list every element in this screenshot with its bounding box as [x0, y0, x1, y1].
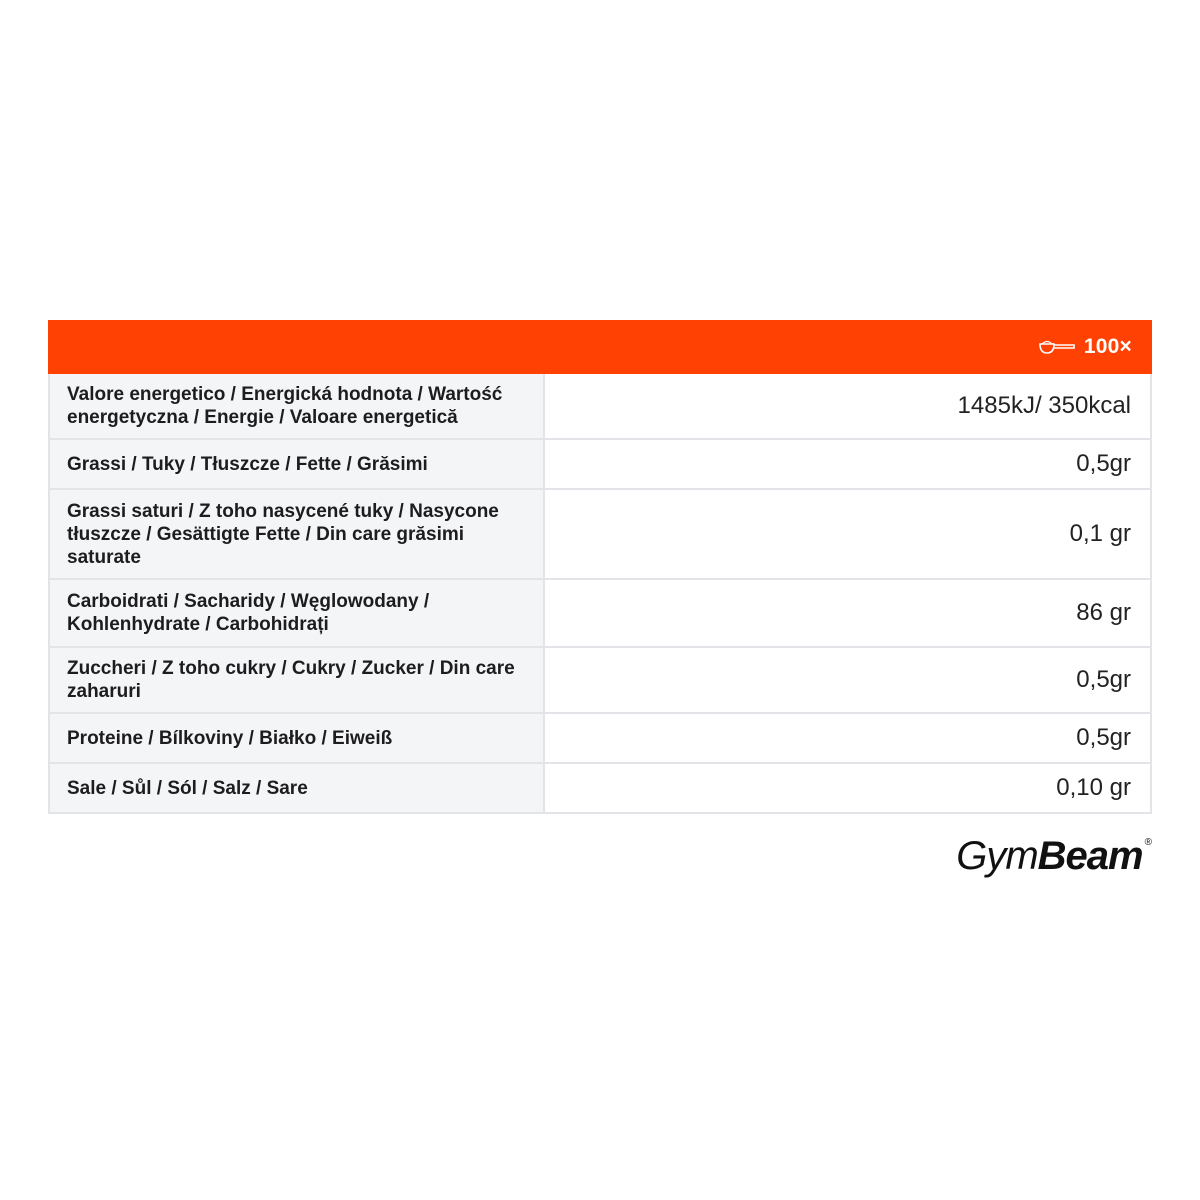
nutrient-value: 0,10 gr [544, 763, 1151, 813]
nutrient-value: 86 gr [544, 579, 1151, 647]
logo-text-gym: Gym [956, 834, 1038, 878]
table-row [49, 489, 1151, 579]
registered-mark: ® [1144, 837, 1152, 848]
table-row [49, 647, 1151, 713]
nutrient-value: 1485kJ/ 350kcal [544, 374, 1151, 439]
scoop-icon [1038, 338, 1076, 356]
nutrition-rows [48, 374, 1152, 814]
nutrient-label: Proteine / Bílkoviny / Białko / Eiweiß [49, 713, 544, 763]
serving-size-label: 100× [1083, 335, 1132, 358]
table-row [49, 374, 1151, 439]
nutrient-value: 0,5gr [544, 439, 1151, 489]
nutrient-value: 0,5gr [544, 647, 1151, 713]
nutrient-label: Grassi / Tuky / Tłuszcze / Fette / Grăsimi [49, 439, 544, 489]
table-row [49, 713, 1151, 763]
nutrient-label: Sale / Sůl / Sól / Salz / Sare [49, 763, 544, 813]
table-row [49, 763, 1151, 813]
logo-text-beam: Beam [1037, 834, 1143, 878]
table-row [49, 439, 1151, 489]
table-row [49, 579, 1151, 647]
nutrient-label: Valore energetico / Energická hodnota / Wartość energetyczna / Energie / Valoare energetică [49, 374, 544, 439]
nutrient-value: 0,1 gr [544, 489, 1151, 579]
nutrient-label: Grassi saturi / Z toho nasycené tuky / Nasycone tłuszcze / Gesättigte Fette / Din care grăsimi saturate [49, 489, 544, 579]
table-header [48, 320, 1152, 374]
gymbeam-logo [956, 834, 1152, 879]
nutrition-table [48, 320, 1152, 814]
nutrient-label: Zuccheri / Z toho cukry / Cukry / Zucker / Din care zaharuri [49, 647, 544, 713]
nutrient-value: 0,5gr [544, 713, 1151, 763]
nutrient-label: Carboidrati / Sacharidy / Węglowodany / Kohlenhydrate / Carbohidrați [49, 579, 544, 647]
